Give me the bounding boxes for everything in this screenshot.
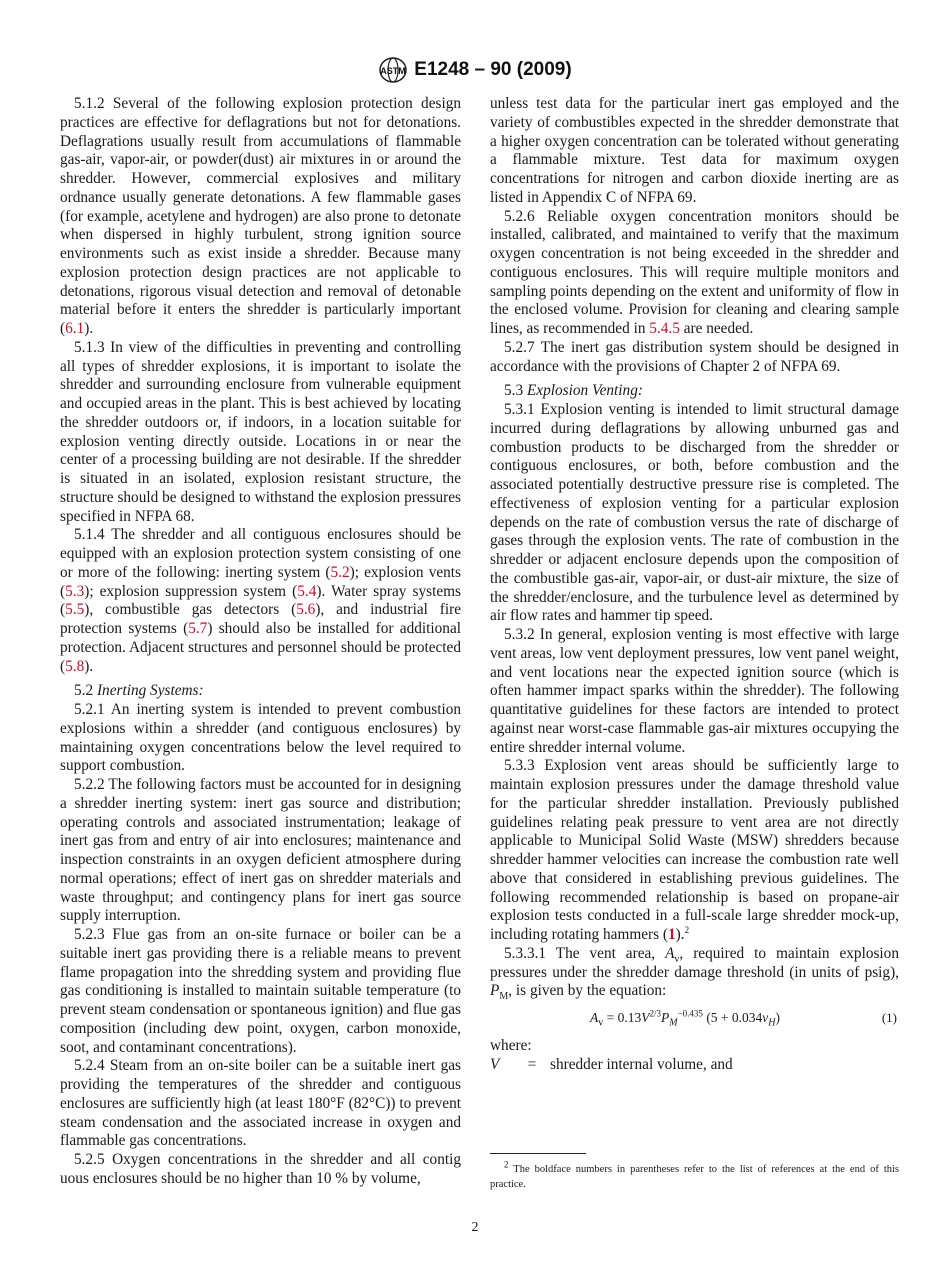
paragraph-text: v — [674, 953, 680, 965]
equation-1 — [490, 1005, 899, 1031]
paragraph-text: 5.2 — [74, 682, 97, 700]
paragraph — [60, 339, 461, 527]
document-id: E1248 – 90 (2009) — [414, 59, 572, 80]
section-link[interactable]: 1 — [668, 926, 676, 943]
eq-sub: v — [598, 1017, 604, 1029]
paragraph-text: ); explosion suppression system ( — [84, 582, 298, 600]
eq-symbol: V — [641, 1010, 650, 1025]
eq-coef: = 0.13 — [603, 1010, 642, 1025]
paragraph-text: P — [490, 982, 500, 1000]
paragraph-text: 5.2.1 An inerting system is intended to prevent combustion explosions within a shredder (and contiguous enclosures) by maintaining oxygen concentrations below the level required to support combustion. — [60, 701, 461, 775]
paragraph-text: 5.2.6 Reliable oxygen concentration monitors should be installed, calibrated, and maintained to verify that the maximum oxygen concentration is not being exceeded in the shredder and contiguous enclosures. This will require multiple monitors and sampling points depending on the extent and uniformity of flow in the enclosed volume. Provision for cleaning and clearing sample lines, as recommended in — [490, 207, 899, 337]
eq-symbol: P — [661, 1010, 670, 1025]
footnote — [490, 1159, 899, 1192]
section-link[interactable]: 5.2 — [330, 563, 350, 581]
paragraph — [60, 701, 461, 776]
eq-term: ) — [775, 1010, 781, 1025]
paragraph-text: 5.3.3.1 The vent area, — [504, 944, 666, 962]
right-column — [490, 95, 899, 1075]
eq-exp: −0.435 — [677, 1008, 703, 1019]
footnote-marker: 2 — [504, 1159, 509, 1170]
paragraph-text: are needed. — [679, 320, 754, 337]
paragraph-text: Explosion Venting: — [526, 382, 643, 400]
paragraph — [60, 1057, 461, 1151]
paragraph — [60, 776, 461, 926]
section-link[interactable]: 5.6 — [296, 601, 316, 619]
page-header — [0, 56, 950, 89]
paragraph — [490, 401, 899, 626]
astm-logo-icon — [378, 56, 408, 84]
paragraph — [490, 382, 899, 401]
paragraph — [60, 926, 461, 1057]
paragraph-text: 5.2.7 The inert gas distribution system should be designed in accordance with the provisions of Chapter 2 of NFPA 69. — [490, 338, 899, 375]
paragraph — [490, 945, 899, 1001]
eq-symbol: v — [762, 1010, 769, 1025]
paragraph-text: , is given by the equation: — [508, 982, 667, 1000]
eq-term: (5 + 0.034 — [706, 1010, 763, 1025]
eq-symbol: A — [590, 1010, 599, 1025]
paragraph-text: 5.2.4 Steam from an on-site boiler can be a suitable inert gas providing the temperatures of the shredder and contiguous enclosures are sufficiently high (at least 180°F (82°C)) to prevent steam condensation and the associated increase in oxygen and flammable gas concentrations. — [60, 1057, 461, 1150]
section-link[interactable]: 5.4.5 — [649, 320, 680, 337]
where-label: where: — [490, 1037, 532, 1054]
paragraph — [490, 208, 899, 339]
paragraph-text: Inerting Systems: — [96, 682, 204, 700]
paragraph — [490, 95, 899, 208]
section-link[interactable]: 5.8 — [65, 657, 85, 675]
paragraph-text: 5.2.3 Flue gas from an on-site furnace or boiler can be a suitable inert gas providing there is a reliable means to prevent flame propagation into the shredding system and providing flue gas conditioning is installed to maintain suitable temperature (to prevent steam condensation or spontaneous ignition) and flue gas composition (including dew point, oxygen, carbon monoxide, soot, and contaminant concentrations). — [60, 926, 461, 1056]
definition-symbol: V — [490, 1055, 500, 1073]
paragraph-text: 5.2.2 The following factors must be accounted for in designing a shredder inerting system: inert gas source and distribution; operating controls and associated instrumentation; leakage of inert gas from and entry of air into enclosures; maintenance and inspection constraints in an oxygen deficient atmosphere during normal operations; effect of inert gas on shredder materials and waste throughput; and contingency plans for inert gas source supply interruption. — [60, 776, 461, 925]
paragraph-text: 5.1.2 Several of the following explosion protection design practices are effective for deflagrations but not for detonations. Deflagrations usually result from accumulations of flammable gas-air, vapor-air, or powder(dust) air mixtures in or around the shredder. However, commercial explosives and military ordnance usually generate detonations. A few flammable gases (for example, acetylene and hydrogen) are also prone to detonate when dispersed in highly turbulent, strong ignition source environments such as exist inside a shredder. Because many explosion protection design practices are not applicable to detonations, rigorous visual detection and removal of detonable material before it enters the shredder is particularly important ( — [60, 95, 461, 337]
svg-text:ASTM: ASTM — [380, 66, 407, 76]
paragraph — [490, 339, 899, 377]
paragraph-text: 5.1.4 The shredder and all contiguous enclosures should be equipped with an explosion protection system consisting of one or more of the following: inerting system ( — [60, 526, 461, 581]
definition-row — [490, 1056, 899, 1075]
paragraph-text: ). Water spray systems ( — [60, 582, 461, 619]
section-link[interactable]: 5.5 — [65, 601, 85, 619]
equation-number: (1) — [881, 1010, 897, 1025]
paragraph-text: ), combustible gas detectors ( — [84, 601, 297, 619]
paragraph-text: ). — [84, 657, 94, 675]
paragraph-text: ). — [675, 926, 685, 943]
paragraph-text: ) should also be installed for additional protection. Adjacent structures and personnel should be protected ( — [60, 620, 461, 675]
section-link[interactable]: 5.3 — [65, 582, 85, 600]
paragraph — [60, 682, 461, 701]
eq-exp: 2/3 — [649, 1008, 662, 1019]
paragraph-text: , required to maintain explosion pressures under the shredder damage threshold (in units of psig), — [490, 944, 899, 981]
paragraph-text: 5.3 — [504, 382, 527, 400]
paragraph — [60, 1151, 461, 1189]
paragraph-text: ), and industrial fire protection systems ( — [60, 601, 461, 637]
paragraph-text: 5.3.3 Explosion vent areas should be sufficiently large to maintain explosion pressures under the damage threshold value for the particular shredder installation. Previously published guidelines relating peak pressure to vent area are not directly applicable to Municipal Solid Waste (MSW) shredders because shredder hammer velocities can increase the combustion rate well above that considered in establishing previous guidelines. The following recommended relationship is based on propane-air explosion tests conducted in a full-scale large shredder mock-up, including rotating hammers ( — [490, 757, 899, 943]
paragraph-text: 5.1.3 In view of the difficulties in preventing and controlling all types of shredder explosions, it is important to isolate the shredder and surrounding enclosure from vulnerable equipment and occupied areas in the plant. This is best achieved by locating the shredder outdoors or, if indoors, in a location suitable for explosion venting directly outside. Locations in or near the center of a processing building are not desirable. If the shredder is situated in an isolated, explosion resistant structure, the structure should be designed to withstand the explosion pressures specified in NFPA 68. — [60, 338, 461, 525]
paragraph — [490, 757, 899, 945]
eq-sub: M — [669, 1017, 678, 1029]
section-link[interactable]: 5.7 — [188, 620, 208, 637]
eq-sub: H — [768, 1017, 776, 1029]
equation-body — [590, 1009, 780, 1028]
left-column — [60, 95, 461, 1189]
section-link[interactable]: 5.4 — [297, 582, 317, 600]
definition-text: shredder internal volume, and — [550, 1055, 733, 1073]
section-link[interactable]: 6.1 — [65, 320, 85, 337]
footnote-text: The boldface numbers in parentheses refer to the list of references at the end of this practice. — [490, 1164, 899, 1190]
paragraph-text: ); explosion vents ( — [60, 563, 461, 600]
footnote-ref: 2 — [684, 924, 690, 935]
paragraph-text: A — [665, 944, 675, 962]
paragraph-text: ). — [84, 320, 94, 337]
footnote-rule — [490, 1153, 586, 1154]
definition-equals: = — [527, 1055, 537, 1073]
page-number: 2 — [471, 1220, 479, 1235]
paragraph — [490, 626, 899, 757]
paragraph-text: 5.3.2 In general, explosion venting is most effective with large vent areas, low vent deployment pressures, low vent panel weight, and vent locations near the expected ignition source (which is often hammer impact sparks within the shredder). The following quantitative guidelines for these factors are intended to protect against near worst-case flammable gas-air mixtures occupying the entire shredder internal volume. — [490, 626, 899, 756]
paragraph-text: M — [499, 991, 509, 1003]
paragraph — [60, 95, 461, 339]
paragraph-text: 5.2.5 Oxygen concentrations in the shredder and all contig uous enclosures should be no higher than 10 % by volume, — [60, 1151, 461, 1187]
paragraph — [60, 526, 461, 676]
paragraph-text: 5.3.1 Explosion venting is intended to limit structural damage incurred during deflagrations by allowing unburned gas and combustion products to be discharged from the shredder or contiguous enclosures, or both, before combustion and the associated potentially destructive pressure rise is completed. The effectiveness of explosion venting for a particular explosion depends on the rate of combustion versus the rate of discharge of gases through the explosion vents. The rate of combustion in the shredder or adjacent enclosure depends upon the composition of the combustible gas-air, vapor-air, or dust-air mixture, the size of the shredder/enclosure, and the turbulence level as determined by air flow rates and hammer tip speed. — [490, 401, 899, 625]
paragraph-text: unless test data for the particular inert gas employed and the variety of combustibles expected in the shredder demonstrate that a higher oxygen concentration can be tolerated without generating a flammable mixture. Test data for maximum oxygen concentrations for nitrogen and carbon dioxide inerting are as listed in Appendix C of NFPA 69. — [490, 95, 899, 206]
